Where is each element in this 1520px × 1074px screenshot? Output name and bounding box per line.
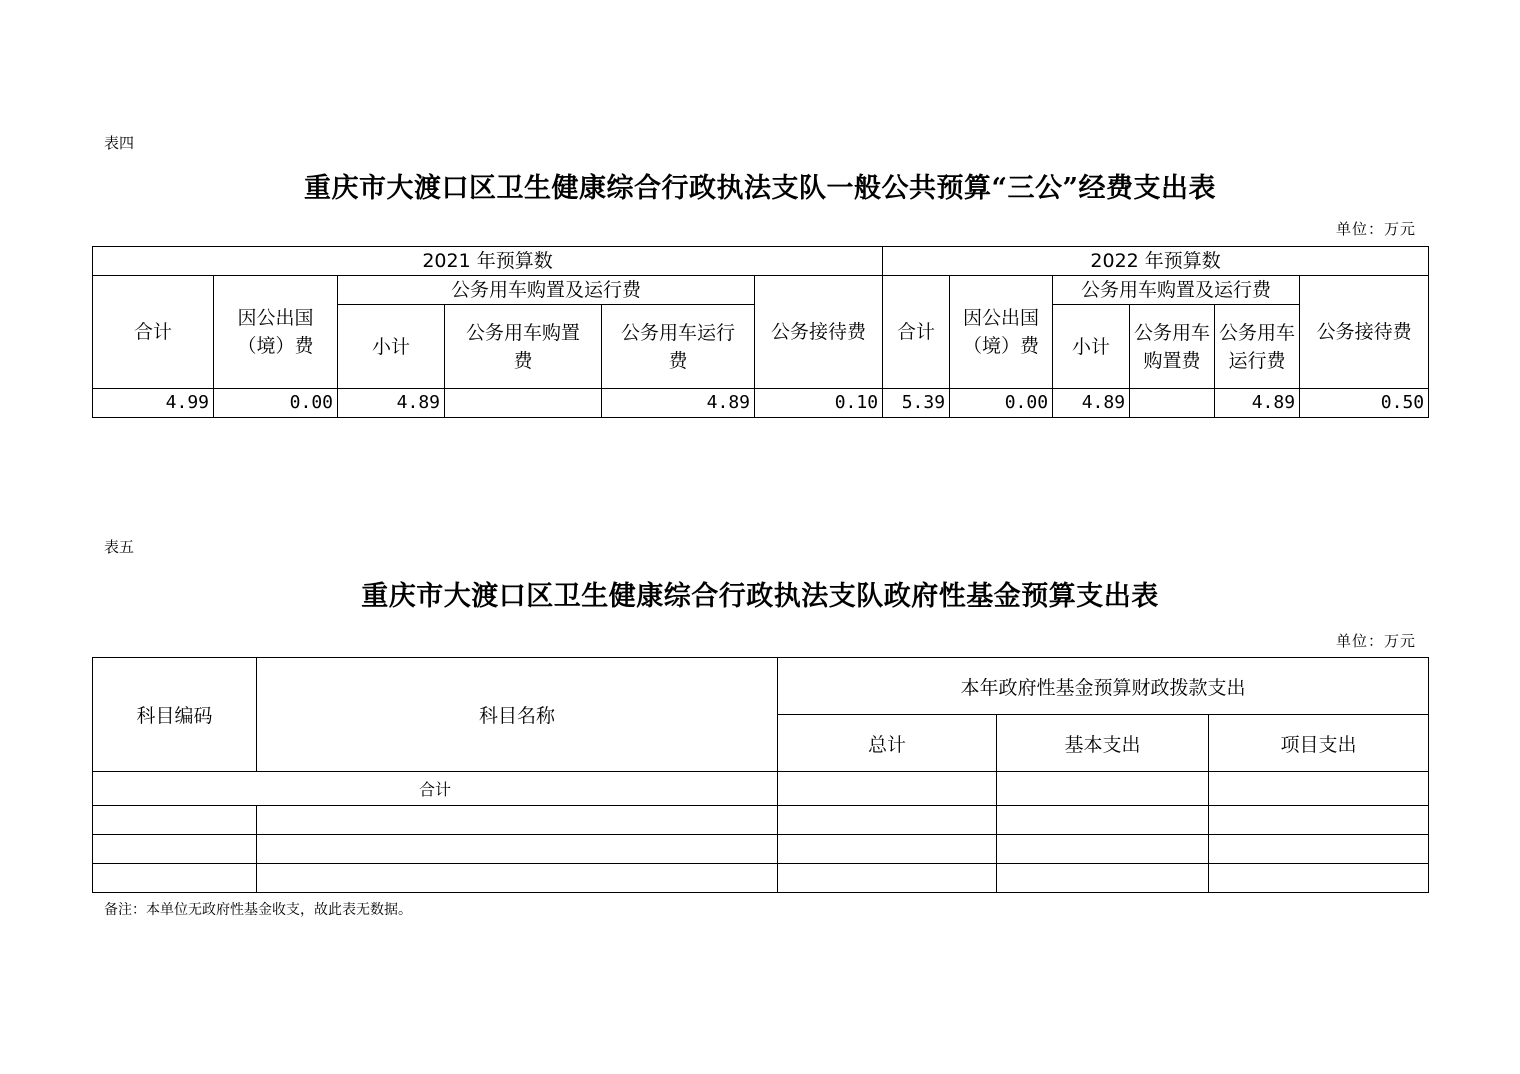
value-subtotal-2021: 4.89 [338, 389, 445, 418]
table-row [93, 835, 1429, 864]
value-reception-2021: 0.10 [755, 389, 883, 418]
value-reception-2022: 0.50 [1300, 389, 1429, 418]
table-cell [997, 772, 1209, 806]
col-reception-2022: 公务接待费 [1300, 276, 1429, 389]
table5-note: 备注：本单位无政府性基金收支，故此表无数据。 [104, 902, 412, 918]
table-cell [93, 806, 257, 835]
total-row-label: 合计 [93, 772, 778, 806]
col-operation-2021: 公务用车运行费 [602, 305, 755, 389]
year-2021-header: 2021 年预算数 [93, 247, 883, 276]
col-purchase-2022: 公务用车购置费 [1130, 305, 1215, 389]
table5-tag: 表五 [104, 538, 135, 556]
value-total-2022: 5.39 [883, 389, 950, 418]
table-cell [778, 806, 997, 835]
col-subject-name: 科目名称 [257, 658, 778, 772]
col-subtotal-2022: 小计 [1053, 305, 1130, 389]
table-cell [1209, 806, 1429, 835]
col-subject-code: 科目编码 [93, 658, 257, 772]
table-cell [997, 835, 1209, 864]
col-purchase-2021: 公务用车购置费 [445, 305, 602, 389]
value-subtotal-2022: 4.89 [1053, 389, 1130, 418]
total-row [93, 772, 1429, 806]
col-abroad-2022: 因公出国（境）费 [950, 276, 1053, 389]
table-cell [778, 864, 997, 893]
col-vehicle-group-2022: 公务用车购置及运行费 [1053, 276, 1300, 305]
value-purchase-2022 [1130, 389, 1215, 418]
col-fund-expense-group: 本年政府性基金预算财政拨款支出 [778, 658, 1429, 715]
value-operation-2021: 4.89 [602, 389, 755, 418]
value-purchase-2021 [445, 389, 602, 418]
table-cell [997, 806, 1209, 835]
table5-title: 重庆市大渡口区卫生健康综合行政执法支队政府性基金预算支出表 [361, 581, 1159, 612]
col-basic-expense: 基本支出 [997, 715, 1209, 772]
table-row [93, 806, 1429, 835]
table-row [93, 864, 1429, 893]
three-public-expense-table [92, 246, 1429, 418]
table4-tag: 表四 [104, 134, 135, 152]
table-row [93, 389, 1429, 418]
table-cell [1209, 772, 1429, 806]
table-cell [1209, 864, 1429, 893]
table5-unit: 单位：万元 [1335, 632, 1416, 650]
table-cell [778, 772, 997, 806]
value-operation-2022: 4.89 [1215, 389, 1300, 418]
col-reception-2021: 公务接待费 [755, 276, 883, 389]
table-cell [93, 864, 257, 893]
col-vehicle-group-2021: 公务用车购置及运行费 [338, 276, 755, 305]
table-cell [1209, 835, 1429, 864]
value-total-2021: 4.99 [93, 389, 214, 418]
col-subtotal-2021: 小计 [338, 305, 445, 389]
col-project-expense: 项目支出 [1209, 715, 1429, 772]
table4-title: 重庆市大渡口区卫生健康综合行政执法支队一般公共预算“三公”经费支出表 [303, 173, 1217, 204]
col-operation-2022: 公务用车运行费 [1215, 305, 1300, 389]
table-cell [257, 806, 778, 835]
table4-unit: 单位：万元 [1335, 220, 1416, 238]
table-cell [997, 864, 1209, 893]
table-cell [93, 835, 257, 864]
col-abroad-2021: 因公出国（境）费 [214, 276, 338, 389]
government-fund-table [92, 657, 1429, 893]
table-cell [257, 864, 778, 893]
col-total-2021: 合计 [93, 276, 214, 389]
table-cell [257, 835, 778, 864]
col-grand-total: 总计 [778, 715, 997, 772]
table-cell [778, 835, 997, 864]
year-2022-header: 2022 年预算数 [883, 247, 1429, 276]
col-total-2022: 合计 [883, 276, 950, 389]
value-abroad-2022: 0.00 [950, 389, 1053, 418]
value-abroad-2021: 0.00 [214, 389, 338, 418]
